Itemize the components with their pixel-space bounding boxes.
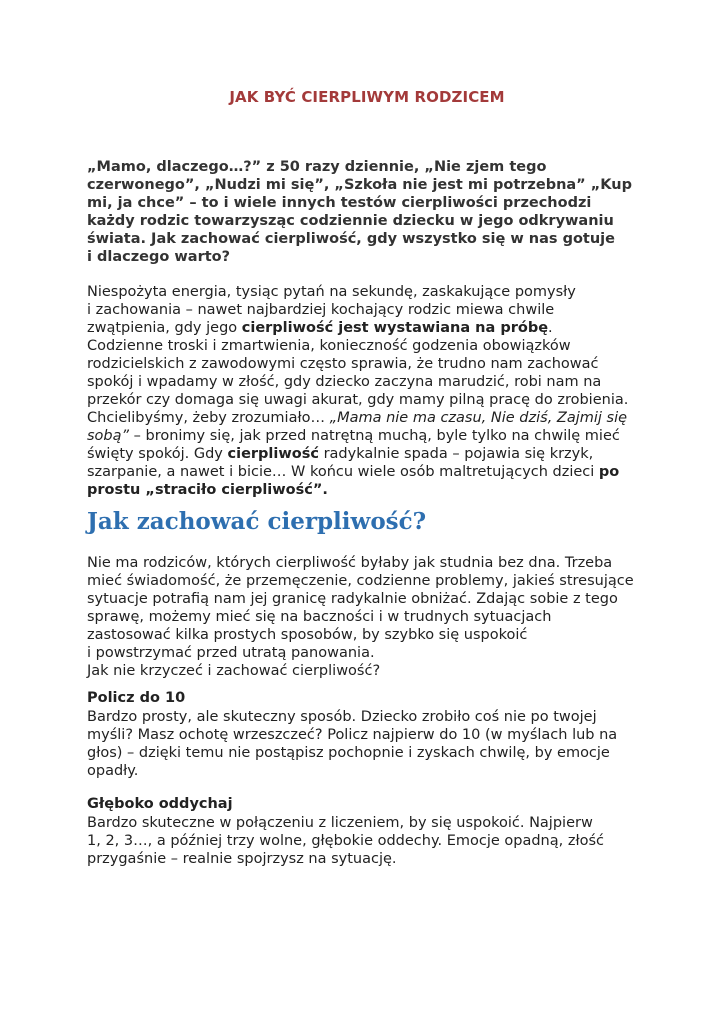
intro-emphasis: po xyxy=(598,464,620,480)
lead-paragraph xyxy=(87,158,647,266)
intro-text: zwątpienia, gdy jego xyxy=(87,320,242,336)
tip-line: opadły. xyxy=(87,763,139,779)
intro-text: – bronimy się, jak przed natrętną muchą, byle tylko na chwilę mieć xyxy=(129,428,620,444)
section-line: i powstrzymać przed utratą panowania. xyxy=(87,645,375,661)
section-line: sprawę, możemy mieć się na baczności i w trudnych sytuacjach xyxy=(87,609,552,625)
intro-line: przekór czy domaga się uwagi akurat, gdy mamy pilną pracę do zrobienia. xyxy=(87,392,629,408)
intro-line: Codzienne troski i zmartwienia, konieczność godzenia obowiązków xyxy=(87,338,571,354)
intro-emphasis: prostu „straciło cierpliwość”. xyxy=(87,482,328,498)
intro-emphasis: cierpliwość jest wystawiana na próbę xyxy=(241,320,549,336)
intro-paragraph xyxy=(87,283,647,499)
tip-line: Bardzo prosty, ale skuteczny sposób. Dziecko zrobiło coś nie po twojej xyxy=(87,709,597,725)
tip-line: myśli? Masz ochotę wrzeszczeć? Policz najpierw do 10 (w myślach lub na xyxy=(87,727,618,743)
section-heading: Jak zachować cierpliwość? xyxy=(87,508,427,535)
intro-quote: „Mama nie ma czasu, Nie dziś, Zajmij się xyxy=(329,410,628,426)
tip-paragraph-count xyxy=(87,708,647,780)
section-paragraph xyxy=(87,554,647,680)
tip-line: Bardzo skuteczne w połączeniu z liczeniem, by się uspokoić. Najpierw xyxy=(87,815,593,831)
lead-line: mi, ja chce” – to i wiele innych testów cierpliwości przechodzi xyxy=(87,195,592,211)
intro-line xyxy=(87,319,647,337)
intro-quote: sobą” xyxy=(87,428,130,444)
section-line: Nie ma rodziców, których cierpliwość byłaby jak studnia bez dna. Trzeba xyxy=(87,555,613,571)
intro-line xyxy=(87,445,647,463)
section-line: mieć świadomość, że przemęczenie, codzienne problemy, jakieś stresujące xyxy=(87,573,634,589)
tip-line: 1, 2, 3…, a później trzy wolne, głębokie oddechy. Emocje opadną, złość xyxy=(87,833,604,849)
intro-line: Niespożyta energia, tysiąc pytań na sekundę, zaskakujące pomysły xyxy=(87,284,576,300)
intro-text: . xyxy=(548,320,553,336)
intro-text: święty spokój. Gdy xyxy=(87,446,228,462)
intro-text: szarpanie, a nawet i bicie… W końcu wiele osób maltretujących dzieci xyxy=(87,464,599,480)
section-line: sytuacje potrafią nam jej granicę radykalnie obniżać. Zdając sobie z tego xyxy=(87,591,618,607)
section-line: Jak nie krzyczeć i zachować cierpliwość? xyxy=(87,663,381,679)
intro-line xyxy=(87,481,647,499)
intro-line: i zachowania – nawet najbardziej kochający rodzic miewa chwile xyxy=(87,302,555,318)
tip-heading-breathe: Głęboko oddychaj xyxy=(87,796,233,812)
tip-line: przygaśnie – realnie spojrzysz na sytuację. xyxy=(87,851,397,867)
tip-paragraph-breathe xyxy=(87,814,647,868)
document-title: JAK BYĆ CIERPLIWYM RODZICEM xyxy=(229,88,505,106)
intro-line xyxy=(87,409,647,427)
section-line: zastosować kilka prostych sposobów, by szybko się uspokoić xyxy=(87,627,528,643)
lead-line: czerwonego”, „Nudzi mi się”, „Szkoła nie jest mi potrzebna” „Kup xyxy=(87,177,632,193)
lead-line: świata. Jak zachować cierpliwość, gdy wszystko się w nas gotuje xyxy=(87,231,615,247)
intro-line xyxy=(87,463,647,481)
intro-line: rodzicielskich z zawodowymi często sprawia, że trudno nam zachować xyxy=(87,356,599,372)
intro-text: radykalnie spada – pojawia się krzyk, xyxy=(318,446,594,462)
intro-line xyxy=(87,427,647,445)
intro-text: Chcielibyśmy, żeby zrozumiało… xyxy=(87,410,330,426)
lead-line: „Mamo, dlaczego…?” z 50 razy dziennie, „Nie zjem tego xyxy=(87,159,547,175)
lead-line: każdy rodzic towarzysząc codziennie dziecku w jego odkrywaniu xyxy=(87,213,614,229)
intro-line: spokój i wpadamy w złość, gdy dziecko zaczyna marudzić, robi nam na xyxy=(87,374,602,390)
intro-emphasis: cierpliwość xyxy=(227,446,319,462)
tip-heading-count: Policz do 10 xyxy=(87,690,186,706)
lead-line: i dlaczego warto? xyxy=(87,249,231,265)
tip-line: głos) – dzięki temu nie postąpisz pochopnie i zyskach chwilę, by emocje xyxy=(87,745,610,761)
